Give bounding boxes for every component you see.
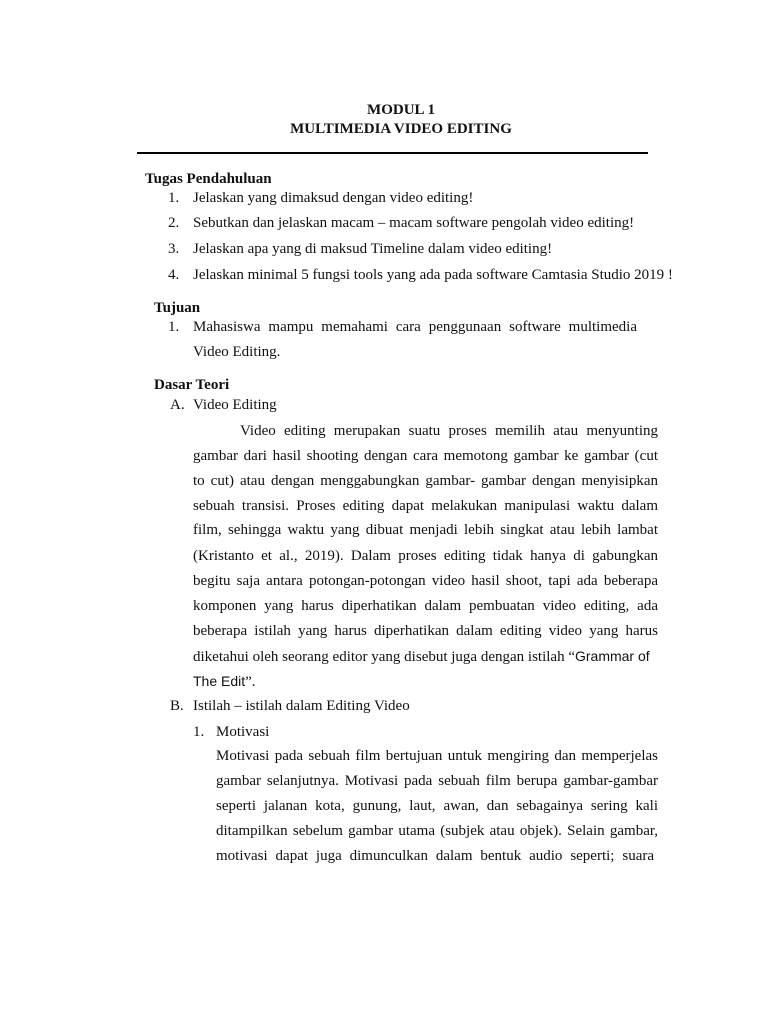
paragraph-line-text: ditampilkan sebelum gambar utama (subjek atau objek). Selain gambar, — [216, 823, 658, 839]
module-subtitle: MULTIMEDIA VIDEO EDITING — [290, 121, 512, 137]
paragraph-line — [193, 472, 658, 490]
paragraph-line — [193, 622, 658, 640]
section-heading-dasar-teori: Dasar Teori — [154, 377, 230, 393]
paragraph-line-text: komponen yang harus diperhatikan dalam pembuatan video editing, ada — [193, 598, 658, 614]
paragraph-line-text: Motivasi pada sebuah film bertujuan untuk mengiring dan memperjelas — [216, 748, 658, 764]
paragraph-line — [193, 647, 650, 666]
paragraph-line-text: sebuah transisi. Proses editing dapat melakukan manipulasi waktu dalam — [193, 498, 658, 514]
section-heading-tugas: Tugas Pendahuluan — [145, 171, 272, 187]
list-letter: B. — [170, 698, 184, 714]
paragraph-line-text: Video editing merupakan suatu proses memilih atau menyunting — [240, 423, 658, 439]
paragraph-line-text: gambar dari hasil shooting dengan cara memotong gambar ke gambar (cut — [193, 448, 658, 464]
paragraph-line — [216, 822, 658, 840]
paragraph-line — [216, 747, 658, 765]
list-item-line: Mahasiswa mampu memahami cara penggunaan software multimedia — [193, 319, 637, 335]
paragraph-line-text: seperti jalanan kota, gunung, laut, awan, dan sebagainya sering kali — [216, 798, 658, 814]
paragraph-line — [216, 772, 658, 790]
list-item: Jelaskan apa yang di maksud Timeline dalam video editing! — [193, 241, 553, 257]
paragraph-line-text: (Kristanto et al., 2019). Dalam proses editing tidak hanya di gabungkan — [193, 548, 658, 564]
list-number: 2. — [168, 215, 180, 231]
list-number: 1. — [168, 190, 180, 206]
subsection-title: Istilah – istilah dalam Editing Video — [193, 698, 410, 714]
paragraph-line — [193, 597, 658, 615]
list-item-continuation: Video Editing. — [193, 344, 281, 360]
paragraph-line — [193, 572, 658, 590]
paragraph-line-text: diketahui oleh seorang editor yang disebut juga dengan istilah “ — [193, 649, 575, 665]
paragraph-line — [193, 547, 658, 565]
paragraph-line-text: to cut) atau dengan menggabungkan gambar- gambar dengan menyisipkan — [193, 473, 658, 489]
paragraph-line — [216, 797, 658, 815]
paragraph-line-text: motivasi dapat juga dimunculkan dalam bentuk audio seperti; suara — [216, 848, 654, 864]
paragraph-line-text: film, sehingga waktu yang dibuat menjadi lebih singkat atau lebih lambat — [193, 522, 658, 538]
list-number: 3. — [168, 241, 180, 257]
title-divider — [137, 152, 648, 154]
subsection-title: Video Editing — [193, 397, 277, 413]
paragraph-line — [216, 847, 654, 865]
paragraph-line — [240, 422, 658, 440]
paragraph-line — [193, 521, 658, 539]
subsection-title: Motivasi — [216, 724, 270, 740]
paragraph-line-text: begitu saja antara potongan-potongan video hasil shoot, tapi ada beberapa — [193, 573, 658, 589]
paragraph-line — [193, 447, 658, 465]
paragraph-line — [193, 497, 658, 515]
list-number: 1. — [193, 724, 205, 740]
paragraph-line-text: gambar selanjutnya. Motivasi pada sebuah film berupa gambar-gambar — [216, 773, 658, 789]
paragraph-line-text: ”. — [245, 674, 256, 690]
paragraph-line-text: beberapa istilah yang harus diperhatikan dalam editing video yang harus — [193, 623, 658, 639]
module-title: MODUL 1 — [367, 102, 435, 118]
list-item: Jelaskan yang dimaksud dengan video editing! — [193, 190, 474, 206]
list-number: 4. — [168, 267, 180, 283]
paragraph-line — [193, 672, 256, 691]
section-heading-tujuan: Tujuan — [154, 300, 201, 316]
list-number: 1. — [168, 319, 180, 335]
list-item: Jelaskan minimal 5 fungsi tools yang ada pada software Camtasia Studio 2019 ! — [193, 267, 673, 283]
term-grammar-of: Grammar of — [574, 648, 650, 664]
list-item: Sebutkan dan jelaskan macam – macam software pengolah video editing! — [193, 215, 635, 231]
list-item — [193, 318, 637, 336]
term-the-edit: The Edit — [193, 673, 246, 689]
list-letter: A. — [170, 397, 185, 413]
